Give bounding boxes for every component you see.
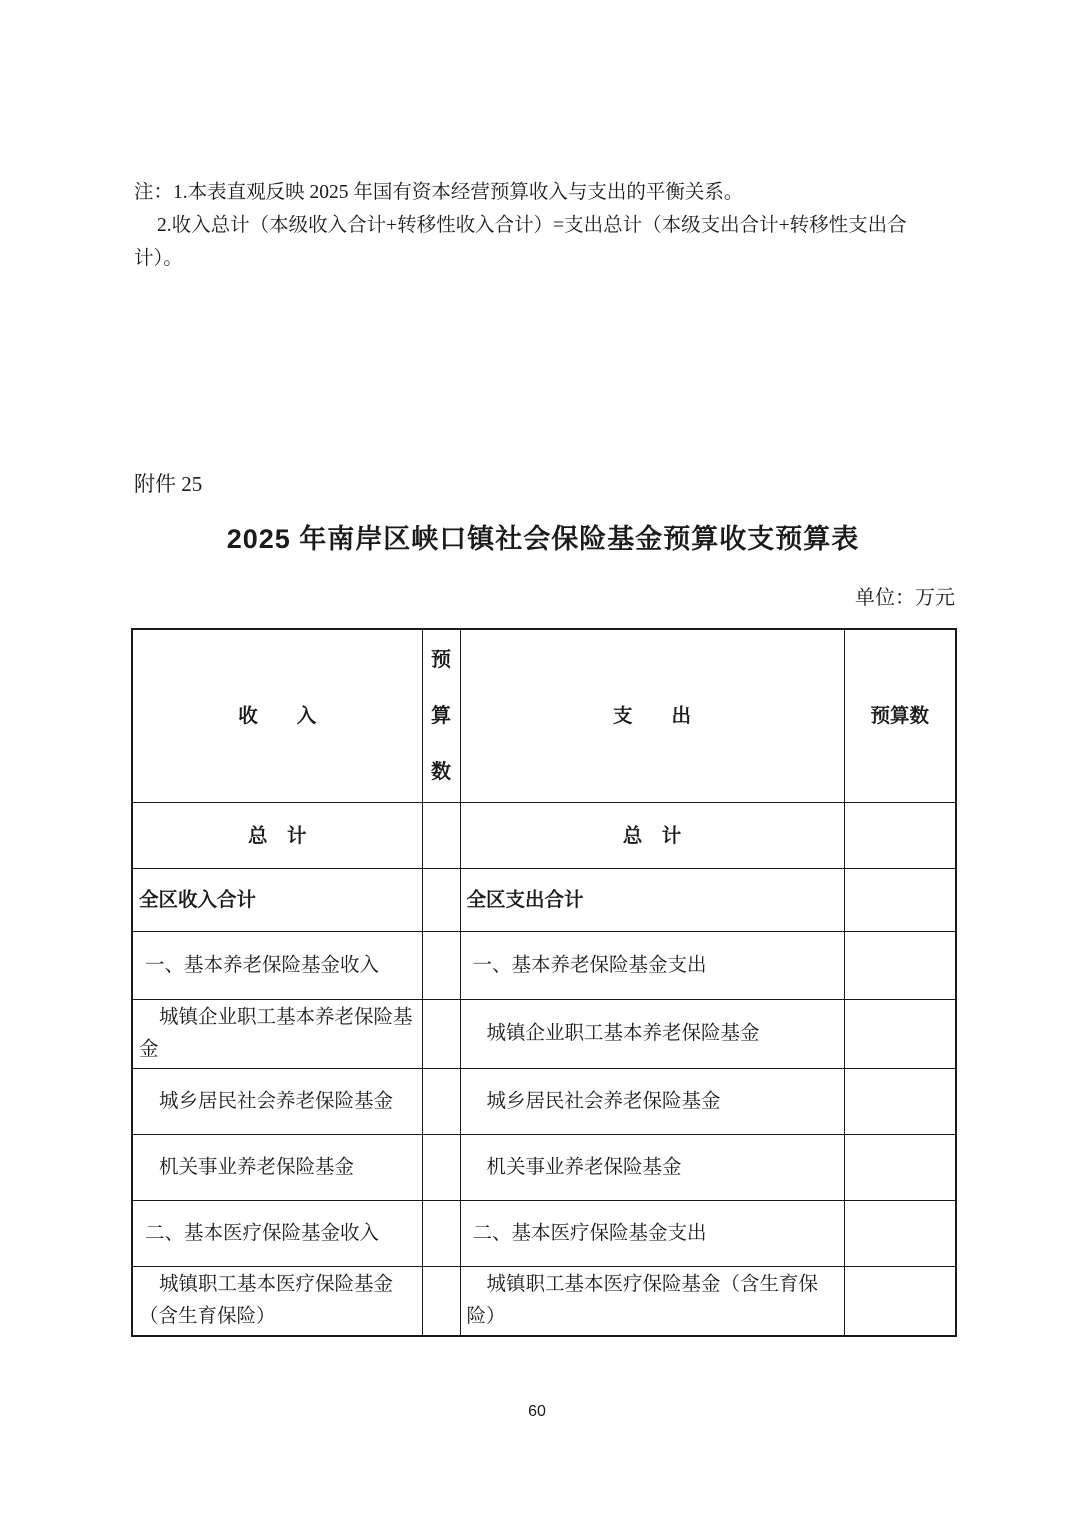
unit-label: 单位：万元 bbox=[855, 587, 955, 609]
notes-block bbox=[134, 176, 949, 275]
table-row-section-pension bbox=[132, 932, 956, 1000]
page-number: 60 bbox=[528, 1403, 546, 1420]
expenditure-budget-value-cell bbox=[844, 869, 956, 932]
expenditure-item-cell: 城镇职工基本医疗保险基金（含生育保险） bbox=[460, 1267, 844, 1337]
income-budget-value-cell bbox=[422, 1000, 460, 1069]
note-line-1: 注：1.本表直观反映 2025 年国有资本经营预算收入与支出的平衡关系。 bbox=[134, 182, 744, 203]
table-row-worker-medical bbox=[132, 1267, 956, 1337]
page-title: 2025 年南岸区峡口镇社会保险基金预算收支预算表 bbox=[226, 524, 860, 554]
income-item-cell: 城镇企业职工基本养老保险基金 bbox=[132, 1000, 422, 1069]
income-item-cell: 机关事业养老保险基金 bbox=[132, 1135, 422, 1201]
note-line-3: 计）。 bbox=[134, 248, 183, 269]
expenditure-budget-value-cell bbox=[844, 803, 956, 869]
income-budget-value-cell bbox=[422, 1201, 460, 1267]
budget-table bbox=[131, 628, 957, 1337]
expenditure-budget-value-cell bbox=[844, 1267, 956, 1337]
expenditure-item-cell: 城镇企业职工基本养老保险基金 bbox=[460, 1000, 844, 1069]
note-line-2: 2.收入总计（本级收入合计+转移性收入合计）=支出总计（本级支出合计+转移性支出合 bbox=[157, 215, 907, 236]
expenditure-header-cell: 支 出 bbox=[460, 629, 844, 803]
income-budget-value-cell bbox=[422, 869, 460, 932]
table-row-section-medical bbox=[132, 1201, 956, 1267]
budget-header-cell: 预算数 bbox=[844, 629, 956, 803]
vertical-header-char: 预 bbox=[431, 649, 451, 671]
income-item-cell: 全区收入合计 bbox=[132, 869, 422, 932]
expenditure-budget-value-cell bbox=[844, 1135, 956, 1201]
expenditure-budget-value-cell bbox=[844, 1000, 956, 1069]
income-item-cell: 二、基本医疗保险基金收入 bbox=[132, 1201, 422, 1267]
table-header-row bbox=[132, 629, 956, 803]
income-budget-value-cell bbox=[422, 1135, 460, 1201]
income-budget-value-cell bbox=[422, 803, 460, 869]
table-row-enterprise-pension bbox=[132, 1000, 956, 1069]
income-budget-header-cell bbox=[422, 629, 460, 803]
table-row-total bbox=[132, 803, 956, 869]
table-row-resident-pension bbox=[132, 1069, 956, 1135]
income-budget-value-cell bbox=[422, 1069, 460, 1135]
vertical-header-char: 算 bbox=[431, 705, 451, 727]
table-row-institution-pension bbox=[132, 1135, 956, 1201]
income-budget-value-cell bbox=[422, 1267, 460, 1337]
expenditure-total-cell: 总 计 bbox=[460, 803, 844, 869]
expenditure-item-cell: 机关事业养老保险基金 bbox=[460, 1135, 844, 1201]
expenditure-item-cell: 二、基本医疗保险基金支出 bbox=[460, 1201, 844, 1267]
income-budget-value-cell bbox=[422, 932, 460, 1000]
expenditure-budget-value-cell bbox=[844, 1201, 956, 1267]
expenditure-item-cell: 全区支出合计 bbox=[460, 869, 844, 932]
income-item-cell: 城乡居民社会养老保险基金 bbox=[132, 1069, 422, 1135]
income-header-cell: 收 入 bbox=[132, 629, 422, 803]
vertical-header-char: 数 bbox=[431, 761, 451, 783]
expenditure-budget-value-cell bbox=[844, 932, 956, 1000]
table-row-district-total bbox=[132, 869, 956, 932]
income-total-cell: 总 计 bbox=[132, 803, 422, 869]
attachment-label: 附件 25 bbox=[134, 472, 203, 496]
income-item-cell: 一、基本养老保险基金收入 bbox=[132, 932, 422, 1000]
income-item-cell: 城镇职工基本医疗保险基金（含生育保险） bbox=[132, 1267, 422, 1337]
expenditure-item-cell: 一、基本养老保险基金支出 bbox=[460, 932, 844, 1000]
expenditure-item-cell: 城乡居民社会养老保险基金 bbox=[460, 1069, 844, 1135]
expenditure-budget-value-cell bbox=[844, 1069, 956, 1135]
